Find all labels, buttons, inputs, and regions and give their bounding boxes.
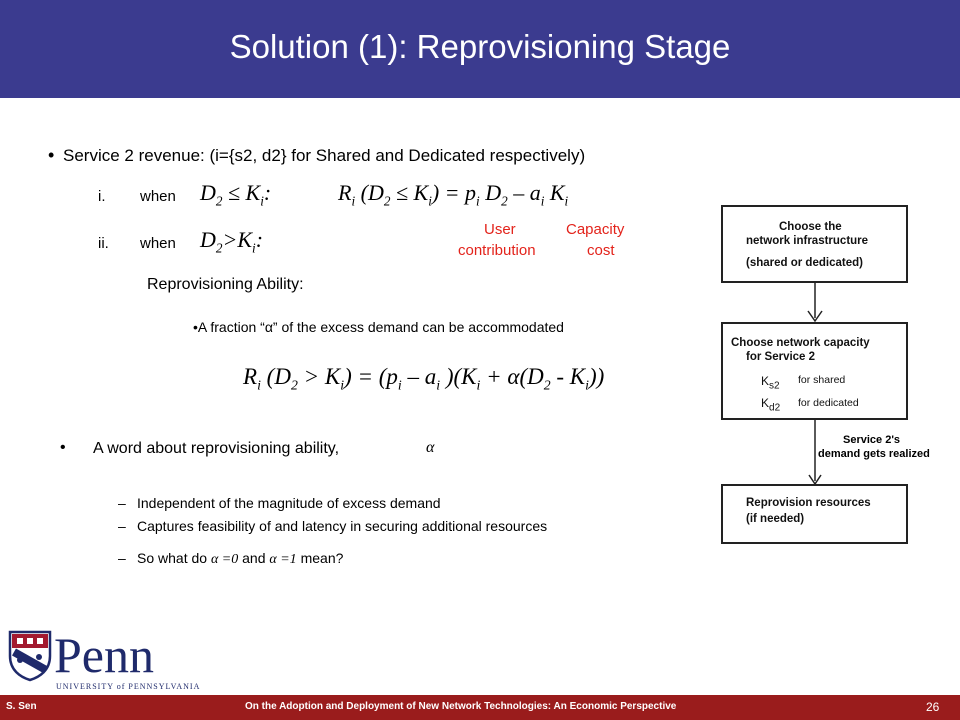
fraction-note: •A fraction “α” of the excess demand can be accommodated <box>193 319 564 335</box>
bullet-reprovisioning-text: A word about reprovisioning ability, <box>93 440 340 457</box>
slide-title: Solution (1): Reprovisioning Stage <box>229 28 731 65</box>
penn-subtitle: UNIVERSITY of PENNSYLVANIA <box>56 682 201 691</box>
annotation-contribution: contribution <box>458 242 536 259</box>
annotation-capacity: Capacity <box>566 221 625 238</box>
ks2-sub: s2 <box>769 380 780 392</box>
box3-line1: Reprovision resources <box>746 497 871 509</box>
penn-wordmark: Penn <box>54 627 154 683</box>
alpha-one: α =1 <box>269 552 297 567</box>
question-part-c: mean? <box>300 550 344 566</box>
case-ii-when: when <box>140 235 176 252</box>
box1-line1: Choose the <box>779 221 842 233</box>
title-bar <box>0 0 960 98</box>
reprovisioning-ability-label: Reprovisioning Ability: <box>147 276 304 293</box>
ks2-k: K <box>761 374 770 388</box>
case-ii-condition: $D_2>K_i$: <box>200 227 264 256</box>
alpha-zero: α =0 <box>210 552 239 567</box>
box2-line2: for Service 2 <box>746 351 816 363</box>
case-i-condition: $D_2 \le K_i$: <box>200 180 272 209</box>
case-ii-number: ii. <box>98 235 109 252</box>
ks2-item <box>761 374 780 391</box>
annotation-user: User <box>484 221 516 238</box>
penn-shield-logo <box>8 630 52 682</box>
case-i-formula: $R_i$ $(D_2 \le K_i) = p_i$ $D_2 - a_i$ $K_i$ <box>338 180 569 209</box>
ks2-desc: for shared <box>798 374 846 386</box>
footer-bar <box>0 695 960 720</box>
flow-box-reprovision <box>721 484 908 544</box>
dash-3: – <box>118 550 126 566</box>
dash-1: – <box>118 495 126 511</box>
arrow-2-head <box>809 475 821 484</box>
case-i-when: when <box>140 188 176 205</box>
footer-author: S. Sen <box>6 701 37 712</box>
case-ii-formula: $R_i$ $(D_2 > K_i) = (p_i - a_i$ )$(K_i + \alpha(D_2 - K_i))$ <box>243 364 605 393</box>
bullet-glyph: • <box>48 145 55 165</box>
question-part-b: and <box>242 550 266 566</box>
case-i-number: i. <box>98 188 106 205</box>
question-part-a: So what do <box>137 550 208 566</box>
dash-2: – <box>118 518 126 534</box>
arrow-label-1: Service 2's <box>843 434 901 446</box>
sub-bullet-question <box>137 550 343 568</box>
box1-line2: network infrastructure <box>746 235 869 247</box>
sub-bullet-captures: Captures feasibility of and latency in securing additional resources <box>137 518 548 534</box>
page-number: 26 <box>926 700 940 714</box>
kd2-item <box>761 396 780 413</box>
arrow-label-2: demand gets realized <box>818 448 930 460</box>
kd2-sub: d2 <box>769 402 781 414</box>
bullet-service-revenue: Service 2 revenue: (i={s2, d2} for Shared and Dedicated respectively) <box>63 146 586 165</box>
kd2-k: K <box>761 396 770 410</box>
flow-box-capacity <box>721 322 908 420</box>
flow-box-infrastructure <box>721 205 908 283</box>
annotation-cost: cost <box>587 242 615 259</box>
sub-bullet-independent: Independent of the magnitude of excess demand <box>137 495 441 511</box>
box2-line1: Choose network capacity <box>731 337 870 349</box>
bullet2-glyph: • <box>60 439 66 456</box>
bullet-alpha: α <box>426 439 435 456</box>
box3-line2: (if needed) <box>746 513 805 525</box>
box1-line3: (shared or dedicated) <box>746 257 863 269</box>
kd2-desc: for dedicated <box>798 397 859 409</box>
footer-talk-title: On the Adoption and Deployment of New Network Technologies: An Economic Perspective <box>245 701 677 712</box>
